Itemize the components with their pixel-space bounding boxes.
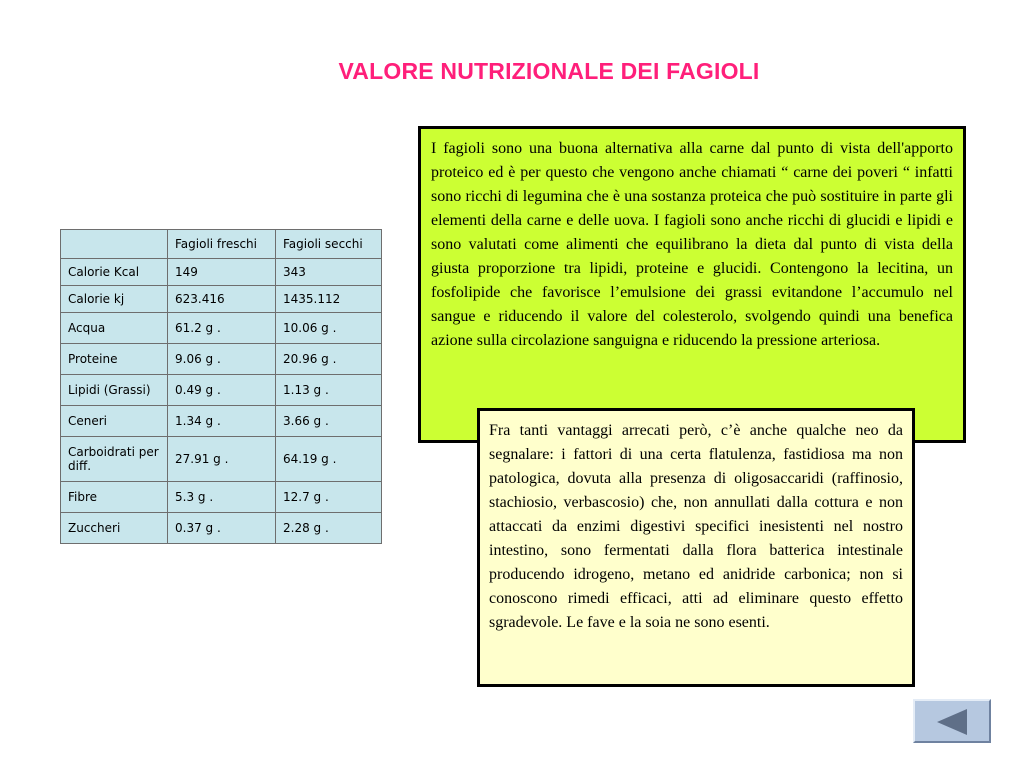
row-label: Acqua [61, 313, 168, 344]
protein-info-box [418, 126, 966, 443]
row-label: Lipidi (Grassi) [61, 375, 168, 406]
dry-value: 64.19 g . [276, 437, 382, 482]
header-cell-dry-beans: Fagioli secchi [276, 230, 382, 259]
table-row [61, 482, 382, 513]
dry-value: 1435.112 [276, 286, 382, 313]
page-title: VALORE NUTRIZIONALE DEI FAGIOLI [338, 58, 760, 84]
fresh-value: 0.37 g . [168, 513, 276, 544]
nutrition-table [60, 229, 382, 544]
drawbacks-info-text: Fra tanti vantaggi arrecati però, c’è anche qualche neo da segnalare: i fattori di una certa flatulenza, fastidiosa ma non patologica, dovuta alla presenza di oligosaccaridi (raffinosio, stachiosio, verbascosio) che, non annullati dalla cottura e non attaccati da enzimi digestivi specifici inesistenti nel nostro intestino, sono fermentati dalla flora batterica intestinale producendo idrogeno, metano ed anidride carbonica; non si conoscono rimedi efficaci, atti ad eliminare questo effetto sgradevole. Le fave e la soia ne sono esenti. [489, 422, 903, 631]
dry-value: 12.7 g . [276, 482, 382, 513]
fresh-value: 623.416 [168, 286, 276, 313]
table-row [61, 406, 382, 437]
fresh-value: 27.91 g . [168, 437, 276, 482]
drawbacks-info-box [477, 408, 915, 687]
fresh-value: 1.34 g . [168, 406, 276, 437]
row-label: Zuccheri [61, 513, 168, 544]
header-cell-empty [61, 230, 168, 259]
fresh-value: 9.06 g . [168, 344, 276, 375]
row-label: Proteine [61, 344, 168, 375]
table-row [61, 375, 382, 406]
fresh-value: 0.49 g . [168, 375, 276, 406]
table-row [61, 513, 382, 544]
dry-value: 2.28 g . [276, 513, 382, 544]
table-header-row [61, 230, 382, 259]
header-cell-fresh-beans: Fagioli freschi [168, 230, 276, 259]
dry-value: 20.96 g . [276, 344, 382, 375]
back-button[interactable] [913, 699, 991, 743]
dry-value: 3.66 g . [276, 406, 382, 437]
row-label: Fibre [61, 482, 168, 513]
dry-value: 10.06 g . [276, 313, 382, 344]
row-label: Calorie Kcal [61, 259, 168, 286]
table-row [61, 437, 382, 482]
protein-info-text: I fagioli sono una buona alternativa alla carne dal punto di vista dell'apporto proteico ed è per questo che vengono anche chiamati “ carne dei poveri “ infatti sono ricchi di legumina che è una sostanza proteica che può sostituire in parte gli elementi della carne e delle uova. I fagioli sono anche ricchi di glucidi e lipidi e sono valutati come alimenti che equilibrano la dieta dal punto di vista della giusta proporzione tra lipidi, proteine e glucidi. Contengono la lecitina, un fosfolipide che favorisce l’emulsione dei grassi evitandone l’accumulo nel sangue e riducendo il valore del colesterolo, svolgendo quindi una benefica azione sulla circolazione sanguigna e riducendo la pressione arteriosa. [431, 140, 953, 349]
row-label: Ceneri [61, 406, 168, 437]
fresh-value: 5.3 g . [168, 482, 276, 513]
dry-value: 1.13 g . [276, 375, 382, 406]
row-label: Carboidrati per diff. [61, 437, 168, 482]
fresh-value: 61.2 g . [168, 313, 276, 344]
table-row [61, 286, 382, 313]
dry-value: 343 [276, 259, 382, 286]
table-row [61, 313, 382, 344]
table-row [61, 259, 382, 286]
table-row [61, 344, 382, 375]
row-label: Calorie kj [61, 286, 168, 313]
fresh-value: 149 [168, 259, 276, 286]
triangle-left-icon [937, 709, 967, 735]
